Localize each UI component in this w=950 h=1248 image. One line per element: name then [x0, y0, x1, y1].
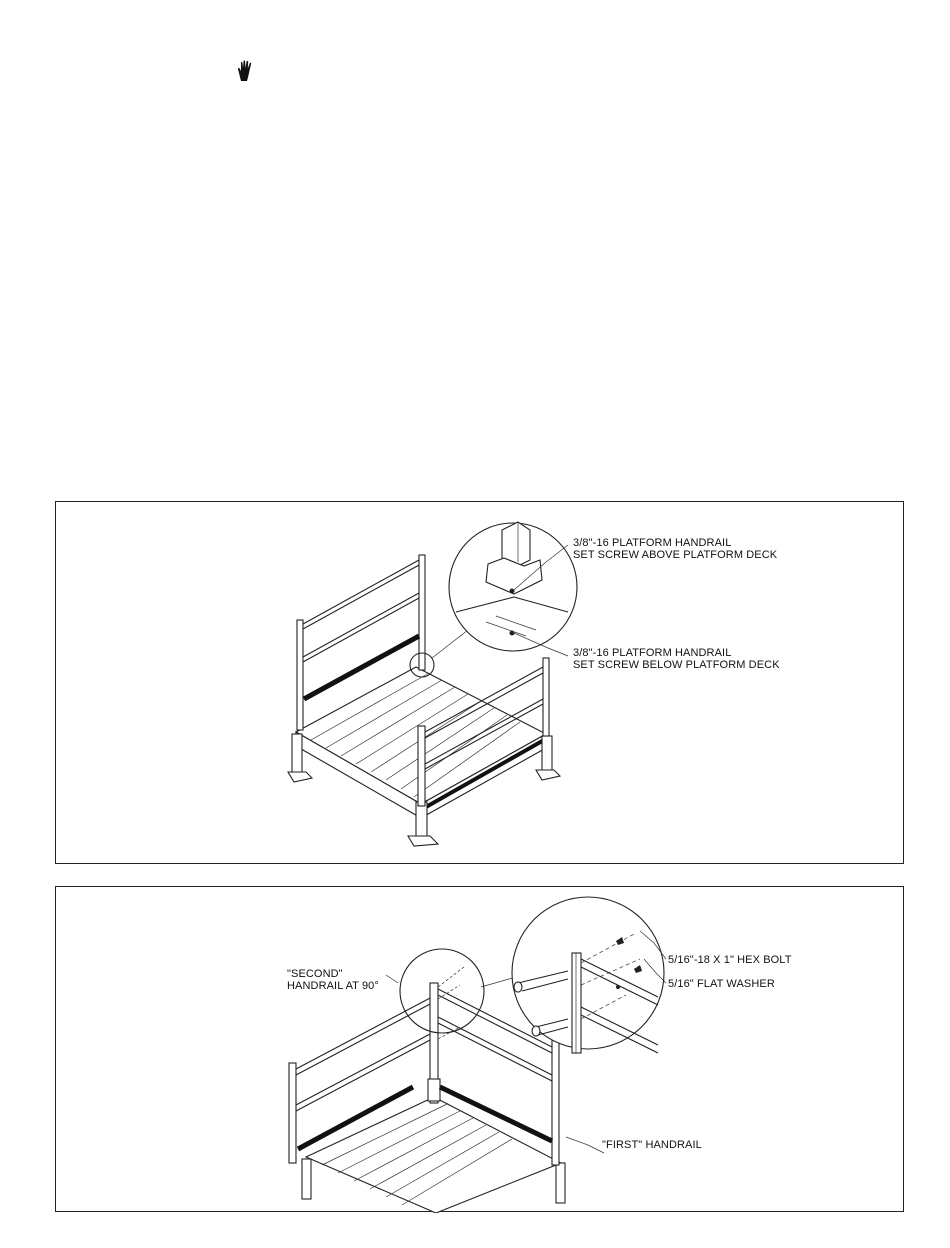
callout-below-line1: 3/8"-16 PLATFORM HANDRAIL — [573, 647, 732, 659]
first-handrail-callout: "FIRST" HANDRAIL — [602, 1139, 702, 1151]
detail-post-2 — [572, 953, 581, 1053]
leg-left — [292, 734, 302, 774]
callout-below-line2: SET SCREW BELOW PLATFORM DECK — [573, 659, 780, 671]
set-screw-above — [510, 589, 515, 594]
figure-handrail-corner-bolts — [55, 886, 904, 1212]
back-handrail-post-left — [297, 620, 303, 730]
leg-right — [542, 736, 552, 774]
flat-washer-shape — [616, 985, 620, 989]
side-handrail-post-front — [418, 726, 425, 806]
platform-handrail-drawing — [56, 502, 905, 865]
figure-platform-set-screws — [55, 501, 904, 864]
flat-washer-callout: 5/16" FLAT WASHER — [668, 978, 775, 990]
second-handrail-post — [289, 1063, 296, 1163]
hex-bolt-callout: 5/16"-18 X 1" HEX BOLT — [668, 954, 792, 966]
side-handrail-post-back — [543, 658, 549, 736]
callout-above-line2: SET SCREW ABOVE PLATFORM DECK — [573, 549, 778, 561]
callout-above-line1: 3/8"-16 PLATFORM HANDRAIL — [573, 537, 732, 549]
corner-handrail-drawing — [56, 887, 905, 1213]
second-handrail-line1: "SECOND" — [287, 968, 343, 980]
stop-hand-icon — [236, 60, 256, 82]
leg-front — [416, 802, 427, 840]
platform-deck-2 — [306, 1097, 561, 1213]
second-handrail-line2: HANDRAIL AT 90° — [287, 980, 379, 992]
